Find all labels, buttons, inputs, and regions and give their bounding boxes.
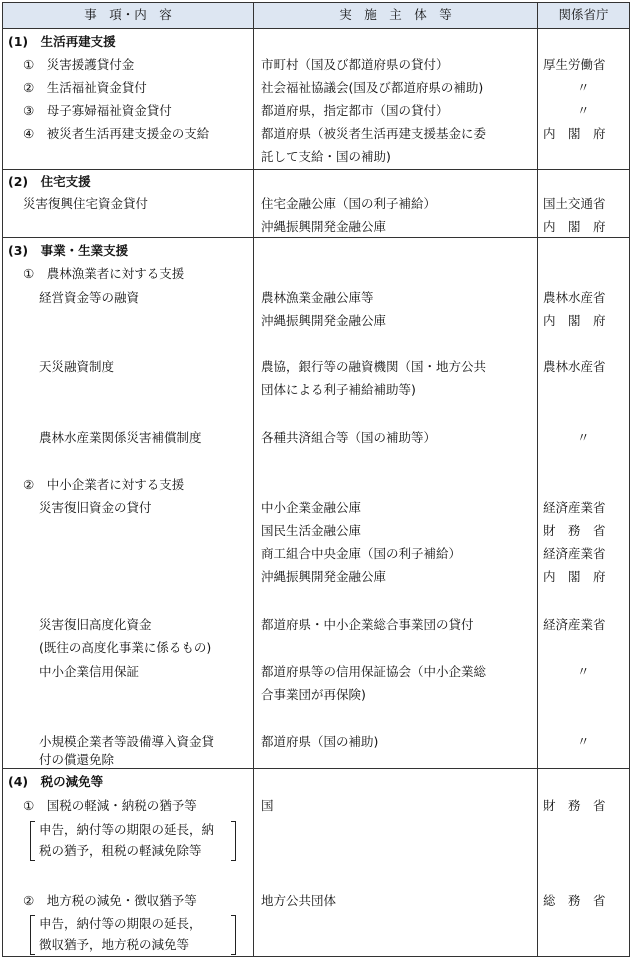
item-label: 小規模企業者等設備導入資金貸 (39, 734, 215, 749)
ministry: 経済産業省 (543, 546, 606, 561)
implementer: 社会福祉協議会(国及び都道府県の補助) (261, 80, 484, 95)
ministry: 内 閣 府 (543, 313, 606, 328)
ministry: 内 閣 府 (543, 569, 606, 584)
ministry: 〃 (577, 80, 590, 95)
column-divider (253, 3, 254, 956)
ministry: 財 務 省 (543, 523, 606, 538)
section-title: (1) 生活再建支援 (8, 34, 116, 49)
section-divider (3, 237, 629, 238)
item-label-cont: 付の償還免除 (39, 752, 115, 767)
header-item-content: 事 項・内 容 (84, 7, 172, 22)
implementer: 沖縄振興開発金融公庫 (261, 569, 387, 584)
ministry: 国土交通省 (543, 196, 606, 211)
item-label: ② 生活福祉資金貸付 (23, 80, 147, 95)
implementer: 都道府県（国の補助) (261, 734, 379, 749)
ministry: 内 閣 府 (543, 219, 606, 234)
item-label: ④ 被災者生活再建支援金の支給 (23, 126, 210, 141)
note: 申告，納付等の期限の延長， (39, 916, 202, 931)
item-label: 災害復興住宅資金貸付 (23, 196, 149, 211)
ministry: 総 務 省 (543, 893, 606, 908)
ministry: 財 務 省 (543, 798, 606, 813)
section-title: (2) 住宅支援 (8, 174, 91, 189)
implementer: 農協，銀行等の融資機関（国・地方公共 (261, 359, 487, 374)
ministry: 内 閣 府 (543, 126, 606, 141)
item-label: ③ 母子寡婦福祉資金貸付 (23, 103, 172, 118)
ministry: 厚生労働省 (543, 57, 606, 72)
section-title: (3) 事業・生業支援 (8, 243, 129, 258)
ministry: 経済産業省 (543, 500, 606, 515)
ministry: 農林水産省 (543, 290, 606, 305)
bracket-left (30, 821, 35, 861)
item-label: ② 地方税の減免・徴収猶予等 (23, 893, 197, 908)
implementer-cont: 合事業団が再保険) (261, 687, 366, 702)
item-label: 災害復旧高度化資金 (39, 617, 152, 632)
ministry: 〃 (577, 734, 590, 749)
subsection-title: ① 農林漁業者に対する支援 (23, 266, 185, 281)
implementer: 各種共済組合等（国の補助等） (261, 430, 437, 445)
column-divider (537, 3, 538, 956)
item-label-cont: (既往の高度化事業に係るもの) (39, 640, 212, 655)
item-label: 天災融資制度 (39, 359, 115, 374)
section-title: (4) 税の減免等 (8, 774, 104, 789)
bracket-left (30, 915, 35, 955)
implementer: 住宅金融公庫（国の利子補給） (261, 196, 437, 211)
header-implementer: 実 施 主 体 等 (339, 7, 452, 22)
bracket-right (231, 915, 236, 955)
subsection-title: ② 中小企業者に対する支援 (23, 477, 185, 492)
implementer: 都道府県等の信用保証協会（中小企業総 (261, 664, 487, 679)
implementer: 地方公共団体 (261, 893, 337, 908)
item-label: 災害復旧資金の貸付 (39, 500, 152, 515)
implementer: 中小企業金融公庫 (261, 500, 362, 515)
implementer: 沖縄振興開発金融公庫 (261, 219, 387, 234)
implementer-cont: 団体による利子補給補助等) (261, 382, 416, 397)
ministry: 〃 (577, 664, 590, 679)
implementer: 都道府県（被災者生活再建支援基金に委 (261, 126, 487, 141)
implementer: 商工組合中央金庫（国の利子補給） (261, 546, 462, 561)
note: 申告，納付等の期限の延長，納 (39, 822, 215, 837)
implementer: 農林漁業金融公庫等 (261, 290, 374, 305)
section-divider (3, 169, 629, 170)
note: 徴収猶予，地方税の減免等 (39, 937, 190, 952)
item-label: 中小企業信用保証 (39, 664, 140, 679)
item-label: 農林水産業関係災害補償制度 (39, 430, 202, 445)
ministry: 経済産業省 (543, 617, 606, 632)
ministry: 〃 (577, 430, 590, 445)
disaster-support-table (2, 2, 630, 957)
section-divider (3, 768, 629, 769)
bracket-right (231, 821, 236, 861)
item-label: ① 国税の軽減・納税の猶予等 (23, 798, 197, 813)
implementer: 国民生活金融公庫 (261, 523, 362, 538)
header-ministry: 関係省庁 (558, 7, 609, 22)
implementer: 都道府県・中小企業総合事業団の貸付 (261, 617, 474, 632)
implementer-cont: 託して支給・国の補助) (261, 149, 391, 164)
implementer: 市町村（国及び都道府県の貸付） (261, 57, 449, 72)
implementer: 沖縄振興開発金融公庫 (261, 313, 387, 328)
implementer: 国 (261, 798, 274, 813)
ministry: 農林水産省 (543, 359, 606, 374)
ministry: 〃 (577, 103, 590, 118)
item-label: 経営資金等の融資 (39, 290, 140, 305)
item-label: ① 災害援護貸付金 (23, 57, 135, 72)
note: 税の猶予，租税の軽減免除等 (39, 843, 202, 858)
implementer: 都道府県，指定都市（国の貸付） (261, 103, 449, 118)
